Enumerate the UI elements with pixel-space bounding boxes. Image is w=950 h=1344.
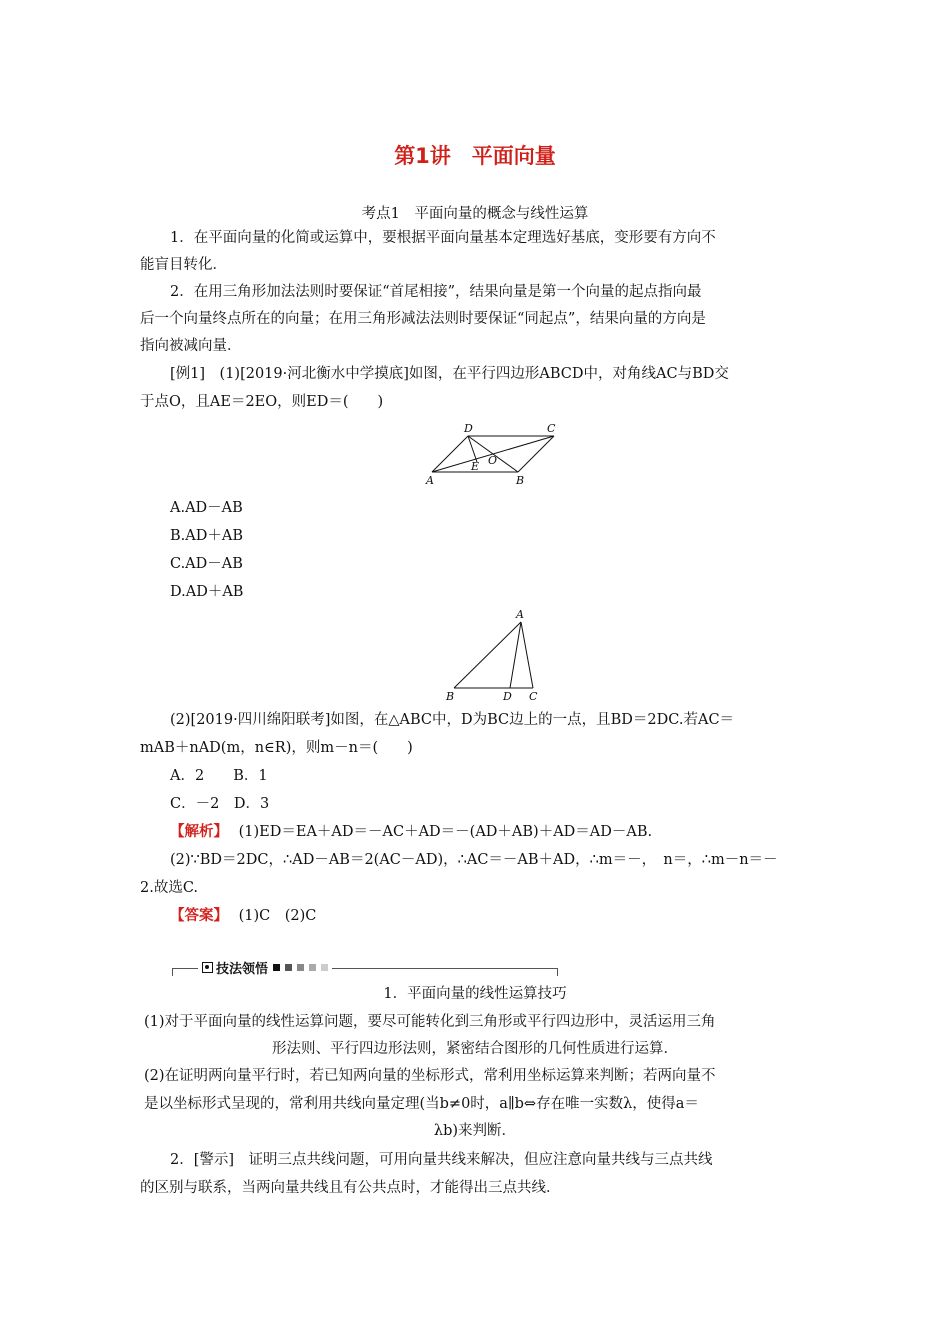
analysis-line2: (2)∵BD＝2DC，∴AD－AB＝2(AC－AD)，∴AC＝－AB＋AD，∴m＝－， n＝，∴m－n＝－ [170,852,778,868]
section-heading: 考点1 平面向量的概念与线性运算 [361,206,589,222]
tips-item1-line1: (1)对于平面向量的线性运算问题，要尽可能转化到三角形或平行四边形中，灵活运用三角 [144,1014,716,1030]
analysis-tag: 【解析】 [170,823,228,840]
tips-header-bar [172,962,558,976]
example1-q2-line1: (2)[2019·四川绵阳联考]如图，在△ABC中，D为BC边上的一点，且BD＝2DC.若AC＝ [170,712,735,728]
example1-line1: [例1] (1)[2019·河北衡水中学摸底]如图，在平行四边形ABCD中，对角线AC与BD交 [170,366,729,382]
label-D: D [464,422,473,435]
analysis-text1: (1)ED＝EA＋AD＝－AC＋AD＝－(AD＋AB)＋AD＝AD－AB. [238,824,653,840]
label-tri-B: B [446,690,455,703]
option-d: D.AD＋AB [170,584,244,600]
answer-line [170,906,316,926]
parallelogram-figure [420,420,565,492]
warning-line1: 2．[警示] 证明三点共线问题，可用向量共线来解决，但应注意向量共线与三点共线 [170,1152,713,1168]
triangle-figure [440,606,550,706]
intro-p2-line2: 后一个向量终点所在的向量；在用三角形减法法则时要保证“同起点”，结果向量的方向是 [140,311,706,327]
tips-right-tick [557,968,558,976]
option-a: A.AD－AB [170,500,243,516]
tips-item2-line2: 是以坐标形式呈现的，常利用共线向量定理(当b≠0时，a∥b⇔存在唯一实数λ，使得a＝ [144,1096,699,1112]
option-c: C.AD－AB [170,556,243,572]
intro-p1-line2: 能盲目转化． [140,257,227,273]
intro-p2-line3: 指向被减向量． [140,338,242,354]
decor-square [285,964,292,971]
warning-line2: 的区别与联系，当两向量共线且有公共点时，才能得出三点共线． [140,1180,561,1196]
tips-left-tick [172,968,173,976]
answer-text: (1)C (2)C [238,908,317,924]
label-A: A [426,474,434,487]
tips-label [198,958,332,977]
decor-square [309,964,316,971]
label-B: B [516,474,525,487]
tips-label-text: 技法领悟 [216,962,269,977]
decor-square [273,964,280,971]
intro-p2-line1: 2．在用三角形加法法则时要保证“首尾相接”，结果向量是第一个向量的起点指向最 [170,284,702,300]
tips-heading1: 1．平面向量的线性运算技巧 [383,986,567,1002]
label-tri-D: D [503,690,512,703]
decor-square [321,964,328,971]
option-b: B.AD＋AB [170,528,243,544]
label-tri-A: A [516,608,524,621]
decor-square [297,964,304,971]
label-C: C [547,422,556,435]
analysis-line3: 2.故选C. [140,880,199,896]
tips-item2-line1: (2)在证明两向量平行时，若已知两向量的坐标形式，常利用坐标运算来判断；若两向量不 [144,1068,716,1084]
tips-item1-line2: 形法则、平行四边形法则，紧密结合图形的几何性质进行运算． [272,1041,678,1057]
tips-item2-line3: λb)来判断． [433,1123,517,1139]
q2-options-row2: C．－2 D．3 [170,796,270,812]
label-O: O [488,454,498,467]
analysis-line1 [170,822,652,842]
label-tri-C: C [529,690,538,703]
label-E: E [471,460,480,473]
tips-icon [202,962,213,973]
answer-tag: 【答案】 [170,907,228,924]
intro-p1-line1: 1．在平面向量的化简或运算中，要根据平面向量基本定理选好基底，变形要有方向不 [170,230,716,246]
example1-line2: 于点O，且AE＝2EO，则ED＝( ) [140,394,384,410]
example1-q2-line2: mAB＋nAD(m，n∈R)，则m－n＝( ) [140,740,413,756]
q2-options-row1: A．2 B．1 [170,768,268,784]
page-title: 第1讲 平面向量 [394,144,556,168]
